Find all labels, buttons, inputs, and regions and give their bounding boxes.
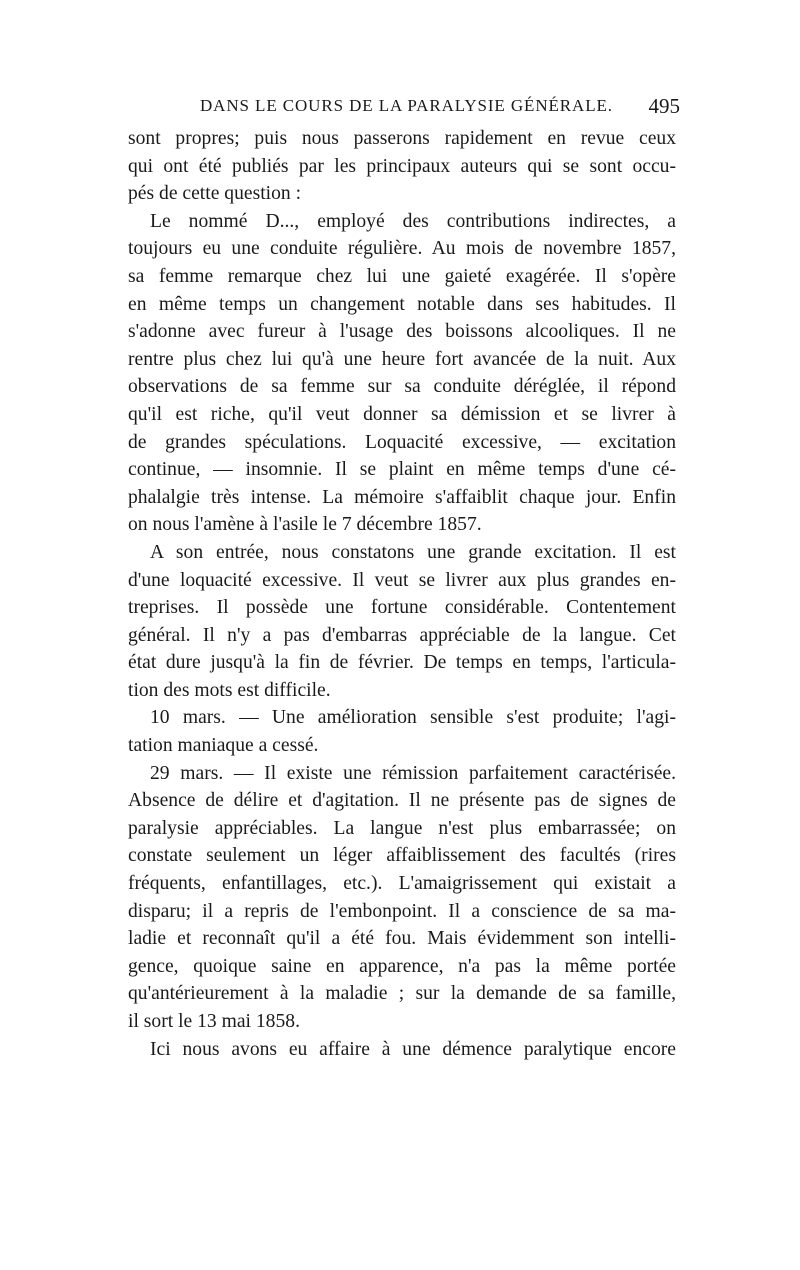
text-line: de grandes spéculations. Loquacité excessive, — excitation [128, 431, 676, 453]
text-line: paralysie appréciables. La langue n'est plus embarrassée; on [128, 817, 676, 839]
text-line: s'adonne avec fureur à l'usage des boissons alcooliques. Il ne [128, 321, 676, 343]
text-line: disparu; il a repris de l'embonpoint. Il a conscience de sa ma- [128, 900, 676, 922]
paragraph-start-line: Le nommé D..., employé des contributions indirectes, a [150, 210, 676, 232]
text-line: ladie et reconnaît qu'il a été fou. Mais évidemment son intelli- [128, 928, 676, 950]
text-line: phalalgie très intense. La mémoire s'affaiblit chaque jour. Enfin [128, 486, 676, 508]
running-head [150, 96, 680, 126]
text-line: d'une loquacité excessive. Il veut se livrer aux plus grandes en- [128, 569, 676, 591]
text-line: qu'antérieurement à la maladie ; sur la demande de sa famille, [128, 983, 676, 1005]
text-line: sont propres; puis nous passerons rapidement en revue ceux [128, 128, 676, 149]
text-line: tation maniaque a cessé. [128, 735, 319, 757]
text-line: il sort le 13 mai 1858. [128, 1011, 300, 1032]
text-line: gence, quoique saine en apparence, n'a pas la même portée [128, 955, 676, 977]
text-line: pés de cette question : [128, 183, 302, 205]
text-line: fréquents, enfantillages, etc.). L'amaigrissement qui existait a [128, 873, 676, 895]
text-line: sa femme remarque chez lui une gaieté exagérée. Il s'opère [128, 265, 676, 287]
text-line: tion des mots est difficile. [128, 679, 331, 701]
text-line: treprises. Il possède une fortune considérable. Contentement [128, 597, 676, 619]
text-line: qu'il est riche, qu'il veut donner sa démission et se livrer à [128, 403, 676, 425]
running-title: DANS LE COURS DE LA PARALYSIE GÉNÉRALE. [200, 96, 613, 115]
paragraph-start-line: 29 mars. — Il existe une rémission parfaitement caractérisée. [150, 762, 676, 784]
paragraph-start-line: 10 mars. — Une amélioration sensible s'est produite; l'agi- [150, 707, 676, 729]
text-line: on nous l'amène à l'asile le 7 décembre 1857. [128, 514, 482, 536]
text-line: constate seulement un léger affaiblissement des facultés (rires [128, 845, 676, 867]
text-line: état dure jusqu'à la fin de février. De temps en temps, l'articula- [128, 652, 676, 674]
text-line: observations de sa femme sur sa conduite déréglée, il répond [128, 376, 676, 398]
text-line: en même temps un changement notable dans ses habitudes. Il [128, 293, 676, 315]
text-line: général. Il n'y a pas d'embarras appréciable de la langue. Cet [128, 624, 676, 646]
text-line: toujours eu une conduite régulière. Au mois de novembre 1857, [128, 238, 676, 260]
page-number: 495 [648, 94, 680, 118]
text-line: rentre plus chez lui qu'à une heure fort avancée de la nuit. Aux [128, 348, 676, 370]
text-line: Absence de délire et d'agitation. Il ne présente pas de signes de [128, 790, 676, 812]
paragraph-start-line: A son entrée, nous constatons une grande excitation. Il est [150, 541, 676, 563]
paragraph-start-line: Ici nous avons eu affaire à une démence paralytique encore [150, 1038, 676, 1060]
body-text [128, 125, 676, 1063]
text-line: continue, — insomnie. Il se plaint en même temps d'une cé- [128, 459, 676, 481]
text-line: qui ont été publiés par les principaux auteurs qui se sont occu- [128, 155, 676, 177]
